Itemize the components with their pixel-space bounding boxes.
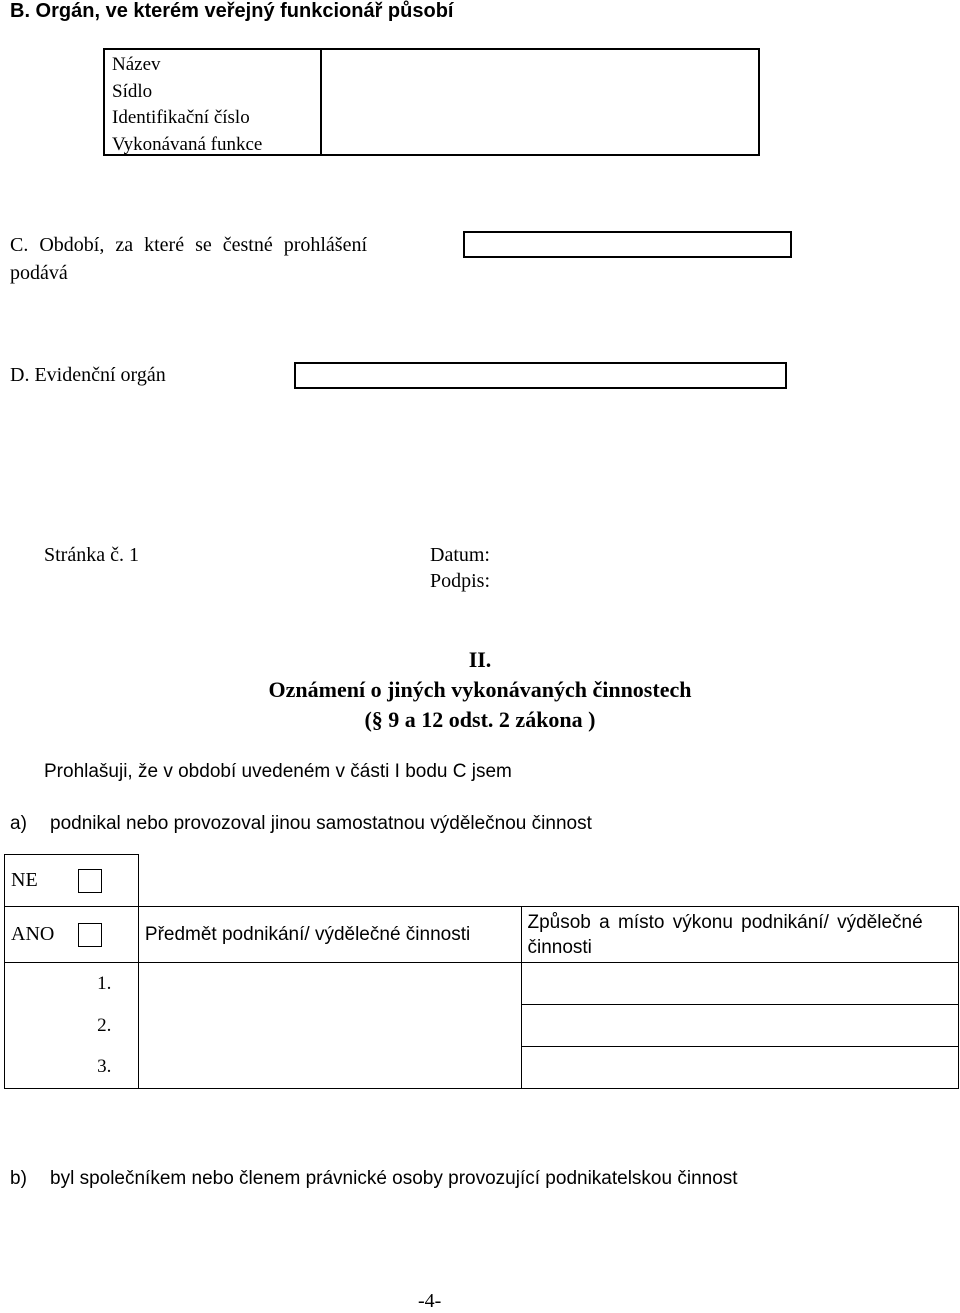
field-label-id: Identifikační číslo: [112, 107, 250, 128]
period-field[interactable]: [463, 231, 792, 258]
item-b-letter: b): [10, 1168, 27, 1189]
table-row: [5, 963, 959, 1005]
activity-table: [4, 854, 959, 1089]
subject-header-text: Předmět podnikání/ výdělečné činnosti: [144, 923, 471, 945]
field-label-name: Název: [112, 54, 161, 75]
item-b-text: byl společníkem nebo členem právnické osoby provozující podnikatelskou činnost: [50, 1168, 738, 1189]
ne-blank: [138, 855, 958, 907]
manner-header: [522, 907, 959, 963]
date-label: Datum:: [430, 544, 490, 566]
ne-label-cell: [5, 855, 71, 907]
part-roman-numeral: II.: [468, 647, 492, 672]
section-b-title: B. Orgán, ve kterém veřejný funkcionář působí: [10, 0, 454, 22]
ano-label: ANO: [11, 923, 55, 945]
section-c-label-cont: podává: [10, 262, 68, 284]
ne-row: [5, 855, 959, 907]
registry-authority-field[interactable]: [294, 362, 787, 389]
declaration-text: Prohlašuji, že v období uvedeném v části I bodu C jsem: [44, 761, 512, 782]
section-c-label: C. Období, za které se čestné prohlášení: [10, 234, 368, 256]
manner-header-line1: Způsob a místo výkonu podnikání/ výdělečné: [527, 911, 923, 933]
subject-header: [138, 907, 522, 963]
page-number-label: Stránka č. 1: [44, 544, 139, 566]
manner-cell[interactable]: [522, 1047, 959, 1089]
ano-checkbox-cell: [70, 907, 138, 963]
ano-label-cell: [5, 907, 71, 963]
signature-label: Podpis:: [430, 570, 491, 592]
row-number: 1.: [70, 963, 138, 1005]
item-a-text: podnikal nebo provozoval jinou samostatnou výdělečnou činnost: [50, 813, 592, 834]
ano-row: [5, 907, 959, 963]
item-a-letter: a): [10, 813, 27, 834]
section-d-label: D. Evidenční orgán: [10, 364, 166, 386]
part-subtitle: (§ 9 a 12 odst. 2 zákona ): [364, 707, 596, 732]
part-title: Oznámení o jiných vykonávaných činnostech: [268, 677, 692, 702]
manner-header-line2: činnosti: [527, 936, 592, 958]
subject-cell[interactable]: [138, 963, 522, 1089]
manner-cell[interactable]: [522, 1005, 959, 1047]
ne-label: NE: [11, 869, 38, 891]
ne-checkbox-cell: [70, 855, 138, 907]
rows-left-blank: [5, 963, 71, 1089]
field-label-function: Vykonávaná funkce: [112, 133, 263, 155]
manner-cell[interactable]: [522, 963, 959, 1005]
page-number: -4-: [418, 1290, 442, 1312]
ne-checkbox[interactable]: [78, 869, 102, 893]
section-b-labels: [105, 50, 322, 154]
ano-checkbox[interactable]: [78, 923, 102, 947]
row-number: 2.: [70, 1005, 138, 1047]
section-b-values[interactable]: [322, 50, 758, 154]
field-label-seat: Sídlo: [112, 80, 153, 102]
row-number: 3.: [70, 1047, 138, 1089]
section-b-table: [103, 48, 760, 156]
